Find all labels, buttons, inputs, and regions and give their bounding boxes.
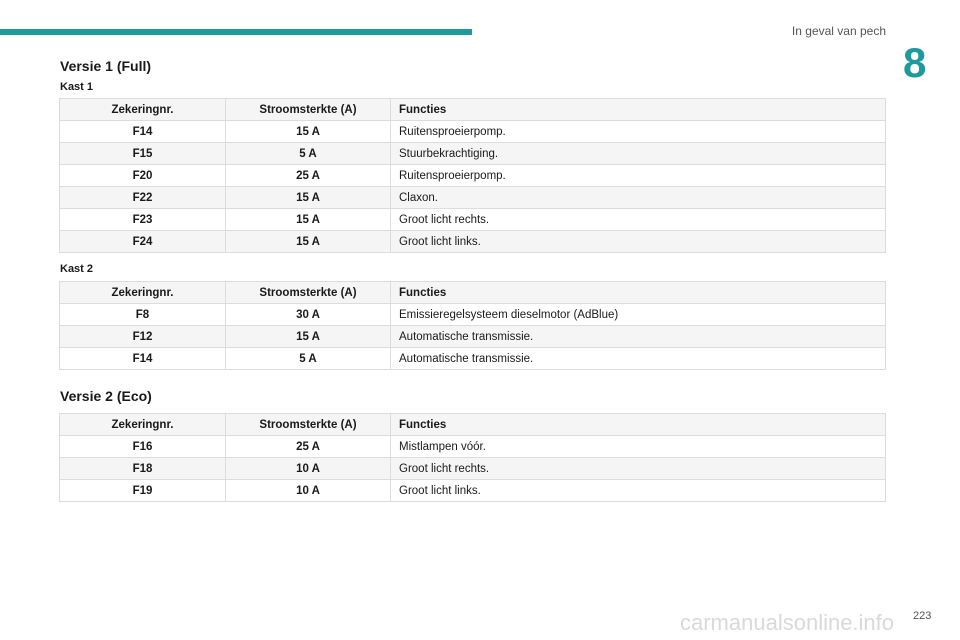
table-row xyxy=(60,326,886,348)
fuse-number: F22 xyxy=(60,187,226,209)
header-fuse: Zekeringnr. xyxy=(60,99,226,121)
fuse-amperage: 10 A xyxy=(226,458,391,480)
fuse-amperage: 15 A xyxy=(226,231,391,253)
fuse-function: Groot licht rechts. xyxy=(391,209,886,231)
fuse-number: F24 xyxy=(60,231,226,253)
version-1-heading: Versie 1 (Full) xyxy=(60,58,152,74)
table-row xyxy=(60,143,886,165)
fuse-amperage: 10 A xyxy=(226,480,391,502)
table-row xyxy=(60,165,886,187)
fuse-number: F12 xyxy=(60,326,226,348)
fuse-number: F8 xyxy=(60,304,226,326)
fuse-amperage: 30 A xyxy=(226,304,391,326)
fuse-amperage: 15 A xyxy=(226,187,391,209)
header-fuse: Zekeringnr. xyxy=(60,282,226,304)
table-row xyxy=(60,458,886,480)
version-2-heading: Versie 2 (Eco) xyxy=(60,388,152,404)
fuse-amperage: 5 A xyxy=(226,348,391,370)
header-fuse: Zekeringnr. xyxy=(60,414,226,436)
header-functions: Functies xyxy=(391,99,886,121)
header-functions: Functies xyxy=(391,282,886,304)
table-row xyxy=(60,304,886,326)
fuse-table-version-2 xyxy=(59,413,886,502)
header-amperage: Stroomsterkte (A) xyxy=(226,99,391,121)
table-row xyxy=(60,436,886,458)
fuse-table-box-1 xyxy=(59,98,886,253)
fuse-number: F19 xyxy=(60,480,226,502)
box-2-heading: Kast 2 xyxy=(60,263,94,275)
fuse-number: F15 xyxy=(60,143,226,165)
table-row xyxy=(60,231,886,253)
fuse-function: Groot licht rechts. xyxy=(391,458,886,480)
fuse-number: F23 xyxy=(60,209,226,231)
fuse-table-box-2 xyxy=(59,281,886,370)
table-header-row xyxy=(60,99,886,121)
fuse-function: Stuurbekrachtiging. xyxy=(391,143,886,165)
fuse-number: F20 xyxy=(60,165,226,187)
fuse-amperage: 5 A xyxy=(226,143,391,165)
page-number: 223 xyxy=(913,610,932,622)
watermark: carmanualsonline.info xyxy=(680,610,895,635)
fuse-function: Groot licht links. xyxy=(391,480,886,502)
fuse-amperage: 25 A xyxy=(226,165,391,187)
table-row xyxy=(60,348,886,370)
fuse-function: Automatische transmissie. xyxy=(391,348,886,370)
box-1-heading: Kast 1 xyxy=(60,81,94,93)
fuse-number: F14 xyxy=(60,348,226,370)
table-header-row xyxy=(60,282,886,304)
fuse-function: Ruitensproeierpomp. xyxy=(391,121,886,143)
fuse-number: F14 xyxy=(60,121,226,143)
table-row xyxy=(60,480,886,502)
fuse-number: F16 xyxy=(60,436,226,458)
table-row xyxy=(60,187,886,209)
fuse-function: Mistlampen vóór. xyxy=(391,436,886,458)
fuse-function: Emissieregelsysteem dieselmotor (AdBlue) xyxy=(391,304,886,326)
header-amperage: Stroomsterkte (A) xyxy=(226,282,391,304)
header-functions: Functies xyxy=(391,414,886,436)
table-header-row xyxy=(60,414,886,436)
fuse-amperage: 25 A xyxy=(226,436,391,458)
fuse-amperage: 15 A xyxy=(226,209,391,231)
fuse-function: Automatische transmissie. xyxy=(391,326,886,348)
header-amperage: Stroomsterkte (A) xyxy=(226,414,391,436)
fuse-function: Claxon. xyxy=(391,187,886,209)
fuse-function: Ruitensproeierpomp. xyxy=(391,165,886,187)
chapter-number: 8 xyxy=(903,39,927,86)
fuse-number: F18 xyxy=(60,458,226,480)
chapter-title: In geval van pech xyxy=(791,24,886,38)
fuse-amperage: 15 A xyxy=(226,121,391,143)
fuse-amperage: 15 A xyxy=(226,326,391,348)
table-row xyxy=(60,121,886,143)
table-row xyxy=(60,209,886,231)
fuse-function: Groot licht links. xyxy=(391,231,886,253)
header-accent-bar xyxy=(0,29,472,35)
